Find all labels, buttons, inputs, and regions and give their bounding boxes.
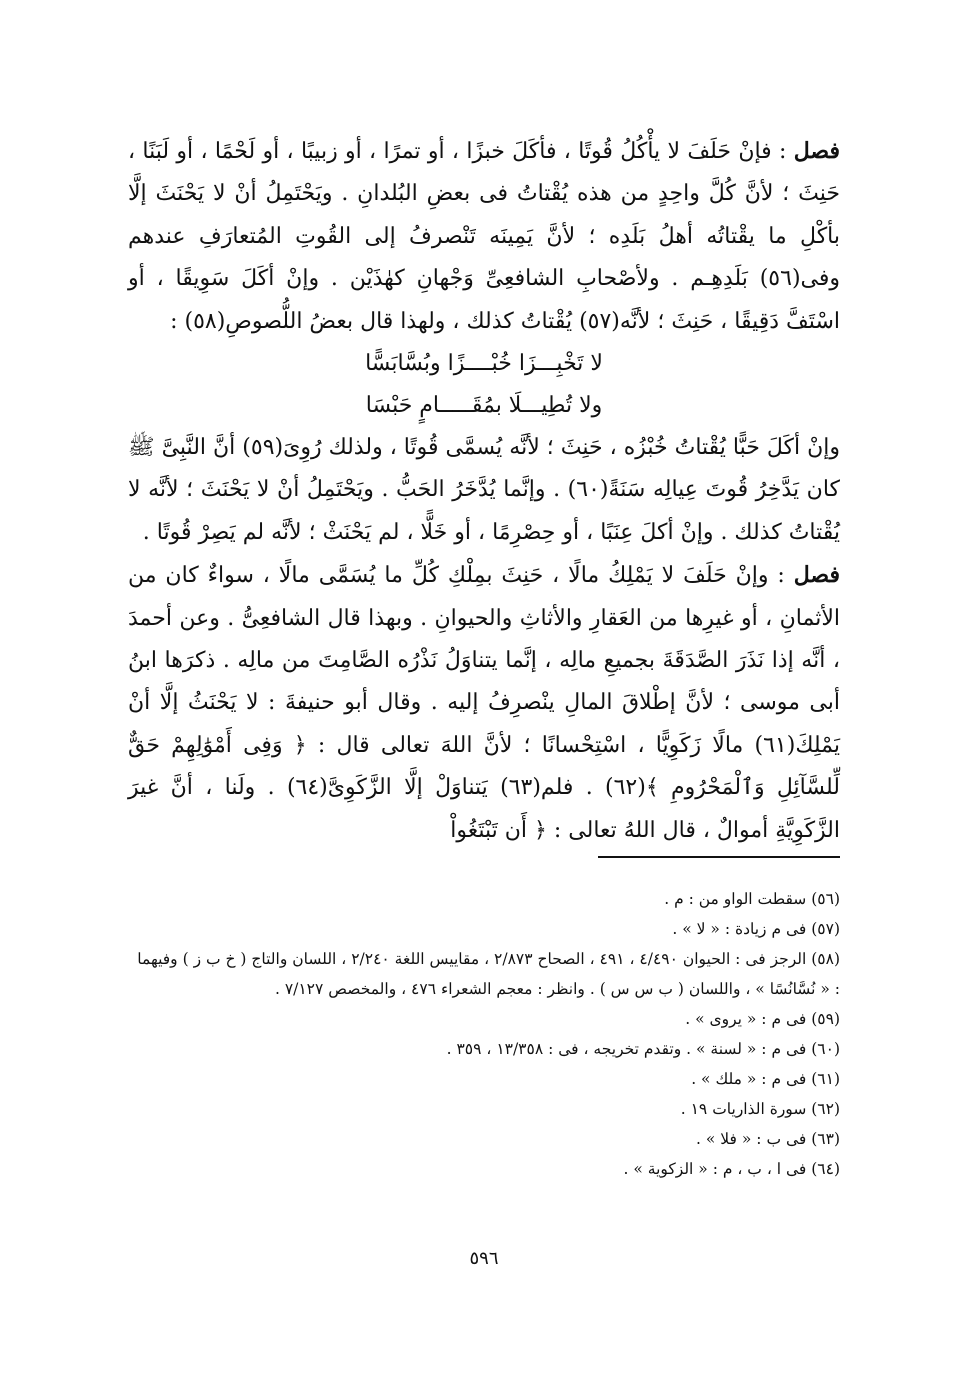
- footnote-separator: [598, 856, 840, 858]
- footnote-62: (٦٢) سورة الذاريات ١٩ .: [680, 1100, 840, 1118]
- section-label: فصل: [793, 562, 840, 589]
- verse-line-2: ولا تُطِيـــلَا بمُقَـــــامٍ حَبْسَا: [365, 393, 603, 419]
- main-text: [128, 130, 840, 852]
- footnote-61: (٦١) فى م : « ملك » .: [691, 1070, 840, 1088]
- paragraph-qut: [128, 130, 840, 343]
- section-label: فصل: [793, 138, 840, 164]
- verse-line-1: لا تَخْبِـــزَا خُبْــــزًا وبُسَّابَسًّا: [365, 351, 603, 377]
- footnote-59: (٥٩) فى م : « يروى » .: [685, 1010, 840, 1028]
- footnote-58: (٥٨) الرجز فى : الحيوان ٤/٤٩٠ ، ٤٩١ ، الصحاح ٢/٨٧٣ ، مقاييس اللغة ٢/٢٤٠ ، اللسان والتاج ( خ ب ز ) وفيهما : « نُسَّانُسًا » ، واللسان ( ب س س ) . وانظر : معجم الشعراء ٤٧٦ ، والمخصص ٧/١٢٧ .: [137, 950, 840, 998]
- paragraph-text: : وإنْ حَلَفَ لا يَمْلِكُ مالًا ، حَنِثَ بمِلْكِ كُلِّ ما يُسَمَّى مالًا ، سواءٌ كان من الأثمانِ ، أو غيرِها من العَقارِ والأثاثِ والحيوانِ . وبهذا قال الشافعِىُّ . وعن أحمدَ ، أنَّه إذا نَذَرَ الصَّدَقَةَ بجميعِ مالِه ، إنَّما يتناوَلُ نَذْرُه الصَّامِتَ من مالِه . ذكرَها ابنُ أبى موسى ؛ لأنَّ إطْلاقَ المالِ ينْصرِفُ إليه . وقال أبو حنيفةَ : لا يَحْنَثُ إلَّا أنْ يَمْلِكَ(٦١) مالًا زَكَوِيًّا ، اسْتِحْسانًا ؛ لأنَّ اللهَ تعالى قال : ﴿ وَفِى أَمْوَٰلِهِمْ حَقٌّ لِّلسَّآئِلِ وَٱلْمَحْرُومِ ﴾(٦٢) . فلم(٦٣) يَتناوَلْ إلَّا الزَّكَوِىَّ(٦٤) . ولَنا ، أنَّ غيرَ الزَّكَوِيَّةِ أموالٌ ، قال اللهُ تعالى : ﴿ أَن تَبْتَغُواْ: [128, 563, 840, 843]
- footnote-63: (٦٣) فى ب : « فلا » .: [696, 1130, 840, 1148]
- footnote-57: (٥٧) فى م زيادة : « لا » .: [672, 920, 840, 938]
- paragraph-text: : فإنْ حَلَفَ لا يأْكُلُ قُوتًا ، فأكَلَ خبزًا ، أو تمرًا ، أو زبيبًا ، أو لَحْمًا ، أو لَبَنًا ، حَنِثَ ؛ لأنَّ كُلَّ واحِدٍ من هذه يُقْتاتُ فى بعضِ البُلدانِ . ويَحْتَمِلُ أنْ لا يَحْنَثَ إلَّا بأكْلِ ما يقْتاتُه أهلُ بَلَدِه ؛ لأنَّ يَمِينَه تَنْصرفُ إلى القُوتِ المُتعارَفِ عندهم وفى(٥٦) بَلَدِهِـم . ولأصْحابِ الشافعِىِّ وَجْهانِ كهٰذَيْن . وإنْ أكَلَ سَوِيقًا ، أو اسْتَفَّ دَقِيقًا ، حَنِثَ ؛ لأنَّه(٥٧) يُقْتاتُ كذلك ، ولهذا قال بعضُ اللُّصوصِ(٥٨) :: [128, 139, 840, 334]
- page-number: ٥٩٦: [469, 1248, 499, 1269]
- paragraph-mal: [128, 554, 840, 852]
- footnote-64: (٦٤) فى ا ، ب ، م : « الزكوية » .: [623, 1160, 840, 1178]
- paragraph-grain: وإنْ أكَلَ حَبًّا يُقْتاتُ خُبْزُه ، حَنِثَ ؛ لأنَّه يُسمَّى قُوتًا ، ولذلك رُوِىَ(٥٩) أنَّ النَّبِىَّ ﷺ كان يَدَّخِرُ قُوتَ عِيالِه سَنَةً(٦٠) . وإنَّما يُدَّخَرُ الحَبُّ . ويَحْتَمِلُ أنْ لا يَحْنَثَ ؛ لأنَّه لا يُقْتاتُ كذلك . وإنْ أكلَ عِنَبًا ، أو حِصْرِمًا ، أو خَلًّا ، لم يَحْنَثْ ؛ لأنَّه لم يَصِرْ قُوتًا .: [128, 435, 840, 545]
- footnotes: [128, 884, 840, 1184]
- footnote-60: (٦٠) فى م : « لسنة » . وتقدم تخريجه ، فى : ١٣/٣٥٨ ، ٣٥٩ .: [446, 1040, 840, 1058]
- footnote-56: (٥٦) سقطت الواو من : م .: [664, 890, 840, 908]
